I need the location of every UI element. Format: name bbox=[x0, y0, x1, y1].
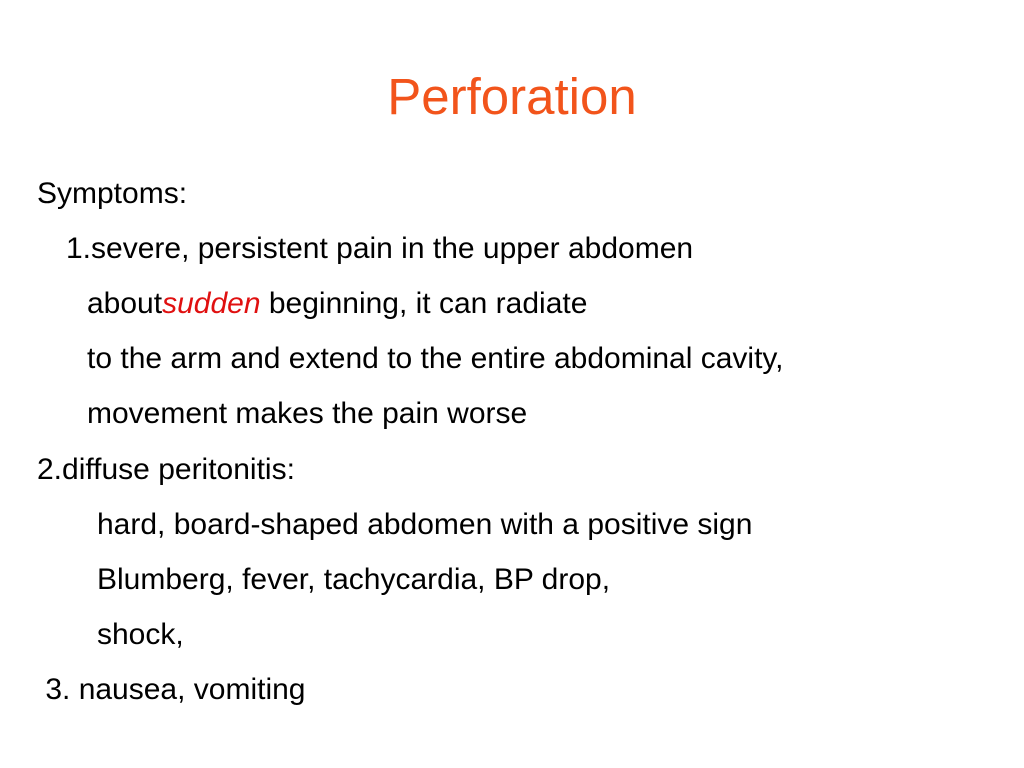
item1-line1: 1.severe, persistent pain in the upper abdomen bbox=[66, 232, 694, 265]
item2-line4: shock, bbox=[97, 618, 184, 651]
item2-line3: Blumberg, fever, tachycardia, BP drop, bbox=[97, 563, 611, 596]
item1-line2 bbox=[87, 286, 587, 322]
item1-line2-prefix: about bbox=[87, 287, 163, 320]
item1-line2-suffix: beginning, it can radiate bbox=[260, 287, 588, 320]
item3-line1: 3. nausea, vomiting bbox=[37, 673, 306, 706]
slide-title: Perforation bbox=[387, 68, 637, 125]
item1-line3: to the arm and extend to the entire abdominal cavity, bbox=[87, 342, 784, 375]
symptoms-heading: Symptoms: bbox=[37, 177, 188, 210]
sudden-emphasis: sudden bbox=[162, 287, 261, 320]
item1-line4: movement makes the pain worse bbox=[87, 397, 528, 430]
item2-line2: hard, board-shaped abdomen with a positive sign bbox=[97, 508, 753, 541]
item2-line1: 2.diffuse peritonitis: bbox=[37, 453, 295, 486]
